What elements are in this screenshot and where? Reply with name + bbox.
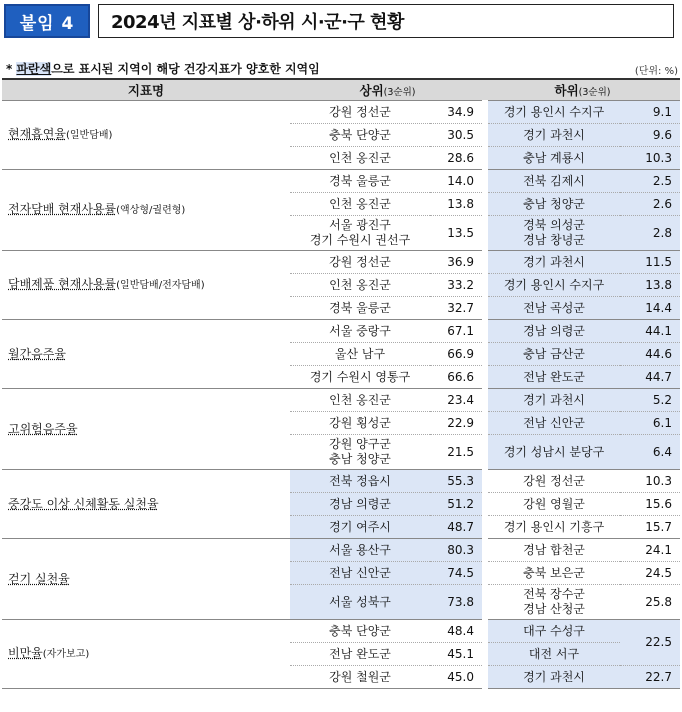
table-row [2,101,680,124]
lower-value: 44.6 [620,343,680,366]
upper-value: 33.2 [430,274,485,297]
header-lower: 하위(3순위) [485,79,680,101]
lower-region: 경기 과천시 [485,666,620,689]
lower-value: 11.5 [620,251,680,274]
lower-region: 대구 수성구 [485,620,620,643]
lower-region: 충남 금산군 [485,343,620,366]
upper-region: 강원 철원군 [290,666,430,689]
upper-region: 경기 여주시 [290,516,430,539]
upper-value: 45.0 [430,666,485,689]
upper-region: 인천 옹진군 [290,389,430,412]
lower-value: 44.1 [620,320,680,343]
upper-value: 48.4 [430,620,485,643]
upper-region: 울산 남구 [290,343,430,366]
upper-value: 21.5 [430,435,485,470]
upper-region: 전북 정읍시 [290,470,430,493]
upper-value: 30.5 [430,124,485,147]
table-row [2,251,680,274]
table-row [2,170,680,193]
unit-label: (단위: %) [634,66,678,77]
upper-region: 충북 단양군 [290,124,430,147]
upper-value: 23.4 [430,389,485,412]
upper-value: 45.1 [430,643,485,666]
upper-region: 경북 울릉군 [290,170,430,193]
indicator-name [2,251,290,320]
table-row [2,389,680,412]
upper-region: 경북 울릉군 [290,297,430,320]
table-header-row [2,79,680,101]
indicator-name [2,470,290,539]
upper-region: 전남 신안군 [290,562,430,585]
upper-value: 32.7 [430,297,485,320]
lower-region: 경기 성남시 분당구 [485,435,620,470]
lower-value: 24.5 [620,562,680,585]
lower-value: 14.4 [620,297,680,320]
lower-region: 전남 신안군 [485,412,620,435]
upper-region: 인천 옹진군 [290,274,430,297]
lower-value: 2.8 [620,216,680,251]
upper-region: 서울 성북구 [290,585,430,620]
upper-region: 서울 용산구 [290,539,430,562]
indicator-sublabel: (일반담배) [65,130,113,141]
upper-region: 강원 정선군 [290,251,430,274]
upper-region: 인천 옹진군 [290,147,430,170]
upper-value: 80.3 [430,539,485,562]
lower-region: 경기 용인시 수지구 [485,274,620,297]
indicator-table [2,78,680,689]
table-row [2,320,680,343]
upper-value: 36.9 [430,251,485,274]
lower-value: 25.8 [620,585,680,620]
indicator-label: 월간음주율 [8,346,66,361]
upper-value: 48.7 [430,516,485,539]
header-upper: 상위(3순위) [290,79,485,101]
upper-region: 경남 의령군 [290,493,430,516]
lower-value: 24.1 [620,539,680,562]
upper-value: 67.1 [430,320,485,343]
lower-region: 경기 과천시 [485,389,620,412]
appendix-badge: 붙임 4 [4,4,90,38]
upper-value: 28.6 [430,147,485,170]
upper-region: 충북 단양군 [290,620,430,643]
lower-value: 44.7 [620,366,680,389]
upper-value: 66.9 [430,343,485,366]
page-title: 2024년 지표별 상·하위 시·군·구 현황 [98,4,674,38]
upper-region: 강원 양구군 충남 청양군 [290,435,430,470]
lower-region: 대전 서구 [485,643,620,666]
indicator-label: 담배제품 현재사용률 [8,277,117,291]
lower-value: 10.3 [620,147,680,170]
lower-region: 충남 청양군 [485,193,620,216]
table-body [2,101,680,689]
indicator-label: 고위험음주율 [8,421,78,436]
lower-value: 15.7 [620,516,680,539]
upper-value: 73.8 [430,585,485,620]
lower-region: 경기 용인시 기흥구 [485,516,620,539]
indicator-sublabel: (자가보고) [42,649,90,660]
indicator-name [2,101,290,170]
indicator-name [2,320,290,389]
indicator-label: 걷기 실천율 [8,571,70,586]
lower-region: 전북 장수군 경남 산청군 [485,585,620,620]
upper-region: 서울 중랑구 [290,320,430,343]
indicator-sublabel: (일반담배/전자담배) [116,280,205,291]
header-indicator: 지표명 [2,79,290,101]
lower-region: 경기 과천시 [485,251,620,274]
table-row [2,539,680,562]
lower-region: 충북 보은군 [485,562,620,585]
indicator-label: 전자담배 현재사용률 [8,202,117,216]
lower-value: 9.1 [620,101,680,124]
lower-value: 9.6 [620,124,680,147]
upper-region: 인천 옹진군 [290,193,430,216]
upper-region: 강원 횡성군 [290,412,430,435]
indicator-name [2,620,290,689]
lower-value: 15.6 [620,493,680,516]
lower-value: 10.3 [620,470,680,493]
lower-value: 5.2 [620,389,680,412]
indicator-label: 비만율 [8,646,43,660]
table-row [2,620,680,643]
indicator-sublabel: (액상형/궐련형) [116,205,186,216]
upper-region: 서울 광진구 경기 수원시 권선구 [290,216,430,251]
indicator-name [2,389,290,470]
upper-region: 경기 수원시 영통구 [290,366,430,389]
indicator-label: 중강도 이상 신체활동 실천율 [8,496,159,511]
lower-region: 전남 완도군 [485,366,620,389]
upper-value: 22.9 [430,412,485,435]
lower-region: 경북 의성군 경남 창녕군 [485,216,620,251]
upper-value: 14.0 [430,170,485,193]
lower-value: 6.4 [620,435,680,470]
upper-region: 강원 정선군 [290,101,430,124]
lower-value: 13.8 [620,274,680,297]
indicator-name [2,170,290,251]
indicator-name [2,539,290,620]
lower-region: 전남 곡성군 [485,297,620,320]
upper-value: 74.5 [430,562,485,585]
lower-value: 22.5 [620,620,680,666]
lower-region: 경남 합천군 [485,539,620,562]
upper-value: 34.9 [430,101,485,124]
lower-region: 경기 용인시 수지구 [485,101,620,124]
lower-value: 2.5 [620,170,680,193]
lower-value: 22.7 [620,666,680,689]
upper-value: 51.2 [430,493,485,516]
lower-region: 강원 영월군 [485,493,620,516]
table-row [2,470,680,493]
upper-value: 66.6 [430,366,485,389]
upper-value: 13.5 [430,216,485,251]
upper-region: 전남 완도군 [290,643,430,666]
lower-region: 충남 계룡시 [485,147,620,170]
indicator-label: 현재흡연율 [8,127,66,141]
lower-region: 전북 김제시 [485,170,620,193]
lower-value: 2.6 [620,193,680,216]
lower-value: 6.1 [620,412,680,435]
lower-region: 경기 과천시 [485,124,620,147]
upper-value: 13.8 [430,193,485,216]
lower-region: 강원 정선군 [485,470,620,493]
legend-note: * 파란색으로 표시된 지역이 해당 건강지표가 양호한 지역임 [6,62,320,76]
lower-region: 경남 의령군 [485,320,620,343]
upper-value: 55.3 [430,470,485,493]
